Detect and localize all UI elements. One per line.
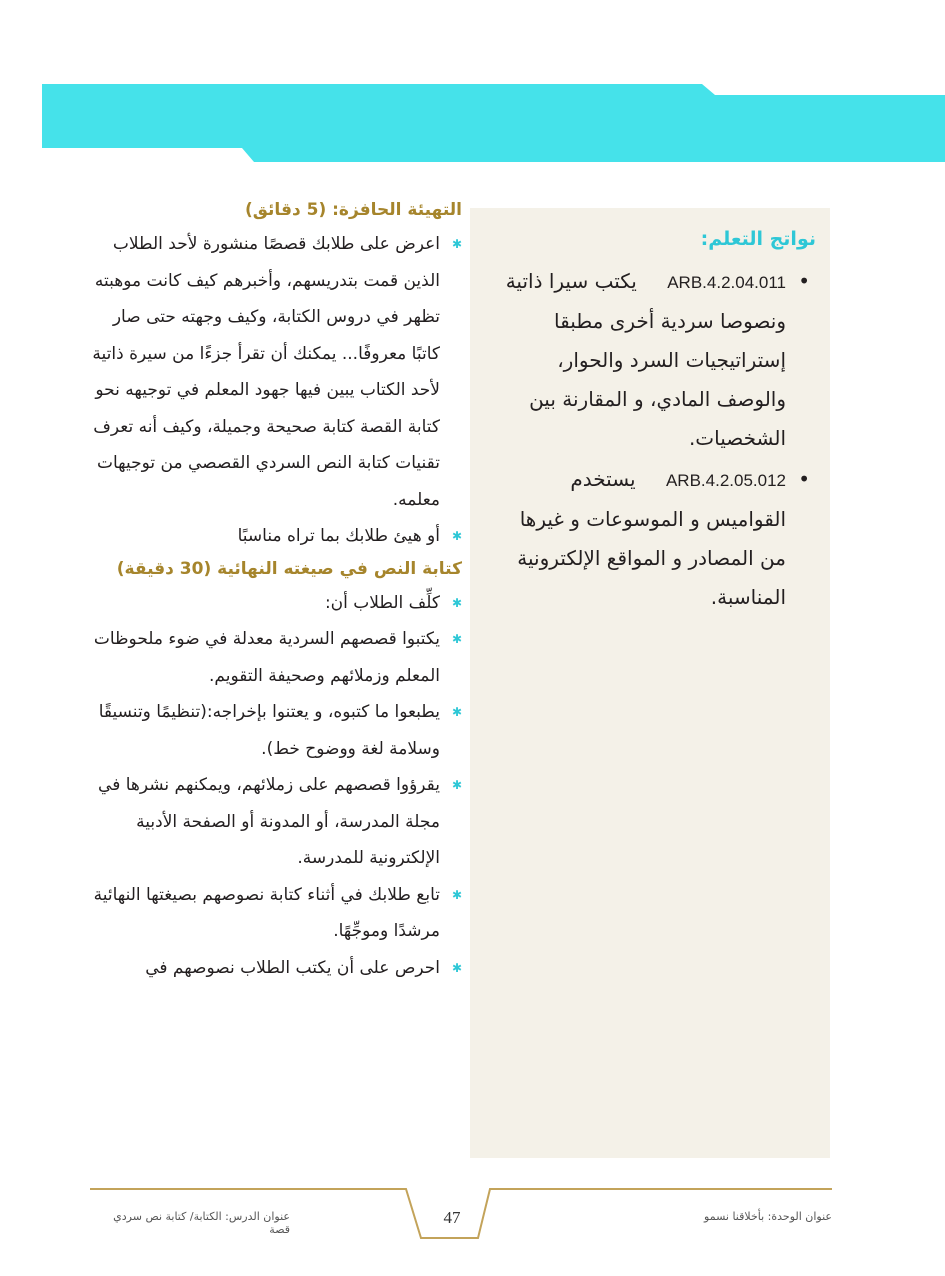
unit-title: عنوان الوحدة: بأخلاقنا نسمو <box>704 1210 832 1223</box>
list-item: ✱ كلِّف الطلاب أن: <box>82 585 462 622</box>
outcome-text: يستخدم القواميس و الموسوعات و غيرها من المصادر و المواقع الإلكترونية المناسبة. <box>517 467 786 609</box>
header-banner <box>42 84 945 162</box>
section1-heading: التهيئة الحافزة: (5 دقائق) <box>244 200 462 220</box>
list-item: ✱ يقرؤوا قصصهم على زملائهم، ويمكنهم نشرها في مجلة المدرسة، أو المدونة أو الصفحة الأدبية الإلكترونية للمدرسة. <box>82 767 462 877</box>
bullet-icon: ✱ <box>451 237 462 251</box>
bullet-dot-icon: • <box>798 269 810 293</box>
outcome-code: ARB.4.2.04.011 <box>667 273 786 292</box>
lesson-steps-column <box>82 200 462 986</box>
list-item: ✱ اعرض على طلابك قصصًا منشورة لأحد الطلاب الذين قمت بتدريسهم، وأخبرهم كيف كانت موهبته تظهر في دروس الكتابة، وكيف وجهته حتى صار كاتبًا معروفًا... يمكنك أن تقرأ جزءًا من سيرة ذاتية لأحد الكتاب يبين فيها جهود المعلم في توجيهه نحو كتابة القصة كتابة صحيحة وجميلة، وكيف أنه تعرف تقنيات كتابة النص السردي القصصي من توجيهات معلمه. <box>82 226 462 518</box>
outcome-item <box>492 262 816 458</box>
outcome-item <box>492 460 816 617</box>
list-item: ✱ احرص على أن يكتب الطلاب نصوصهم في <box>82 950 462 987</box>
section2-heading: كتابة النص في صيغته النهائية (30 دقيقة) <box>116 558 462 579</box>
list-item: ✱ أو هيئ طلابك بما تراه مناسبًا <box>82 518 462 555</box>
section1-list <box>82 226 462 555</box>
bullet-icon: ✱ <box>451 632 462 646</box>
page-footer <box>90 1186 832 1246</box>
bullet-icon: ✱ <box>451 595 462 610</box>
outcome-text: يكتب سيرا ذاتية ونصوصا سردية أخرى مطبقا إستراتيجيات السرد والحوار، والوصف المادي، و المقارنة بين الشخصيات. <box>505 269 786 450</box>
list-item: ✱ تابع طلابك في أثناء كتابة نصوصهم بصيغتها النهائية مرشدًا وموجِّهًا. <box>82 877 462 950</box>
lesson-title: عنوان الدرس: الكتابة/ كتابة نص سردي قصة <box>113 1210 290 1236</box>
bullet-icon: ✱ <box>451 705 462 719</box>
bullet-icon: ✱ <box>451 778 462 792</box>
section2-list <box>82 585 462 987</box>
outcomes-list <box>492 262 816 617</box>
bullet-icon: ✱ <box>451 887 462 902</box>
learning-outcomes-panel <box>470 208 830 1158</box>
outcomes-heading: نواتج التعلم: <box>700 228 816 250</box>
outcome-code: ARB.4.2.05.012 <box>665 471 786 490</box>
page-number: 47 <box>443 1208 461 1227</box>
list-item: ✱ يطبعوا ما كتبوه، و يعتنوا بإخراجه:(تنظيمًا وتنسيقًا وسلامة لغة ووضوح خط). <box>82 694 462 767</box>
list-item: ✱ يكتبوا قصصهم السردية معدلة في ضوء ملحوظات المعلم وزملائهم وصحيفة التقويم. <box>82 621 462 694</box>
bullet-dot-icon: • <box>798 467 810 491</box>
bullet-icon: ✱ <box>451 529 462 543</box>
bullet-icon: ✱ <box>451 960 462 975</box>
